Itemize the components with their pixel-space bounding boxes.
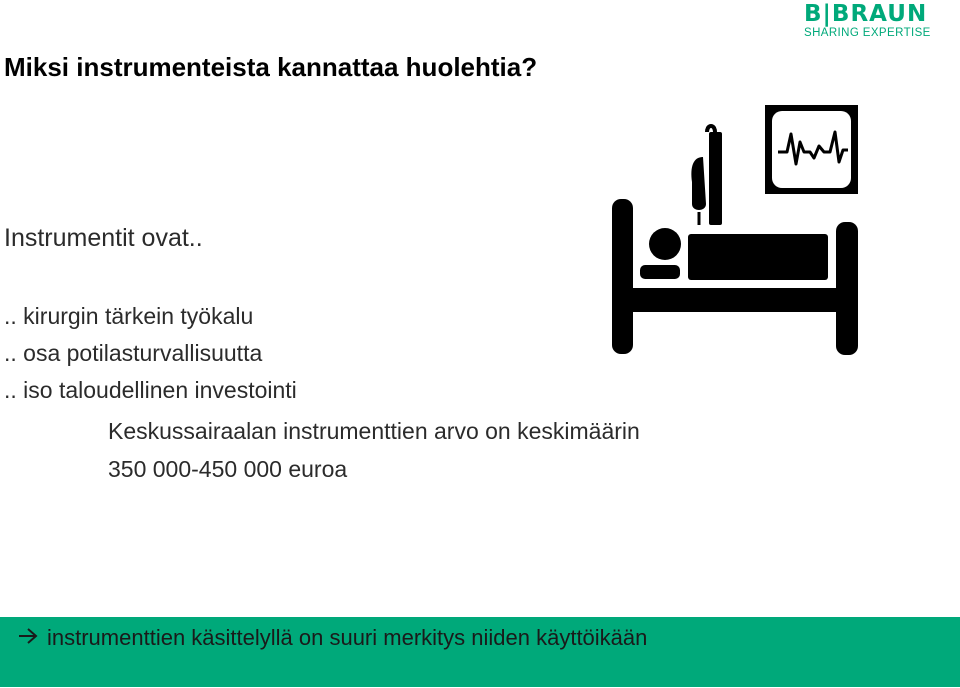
bullet-list	[4, 298, 297, 409]
footer-message	[18, 623, 647, 653]
brand-logo-wordmark: B|BRAUN	[804, 1, 928, 27]
investment-detail	[108, 412, 640, 488]
footer-text: instrumenttien käsittelyllä on suuri merkitys niiden käyttöikään	[47, 625, 648, 650]
footer-banner	[0, 617, 960, 687]
arrow-right-icon	[18, 623, 38, 653]
detail-line-value-text: Keskussairaalan instrumenttien arvo on keskimäärin	[108, 418, 640, 444]
brand-logo	[804, 2, 954, 40]
slide-title: Miksi instrumenteista kannattaa huolehtia?	[4, 52, 538, 82]
intro-text: Instrumentit ovat..	[4, 224, 203, 252]
bullet-item-investment: .. iso taloudellinen investointi	[4, 377, 297, 403]
brand-logo-tagline: SHARING EXPERTISE	[804, 27, 931, 39]
hospital-bed-patient-monitor-icon	[610, 102, 860, 358]
bullet-item-tool: .. kirurgin tärkein työkalu	[4, 303, 254, 329]
bullet-item-safety: .. osa potilasturvallisuutta	[4, 340, 263, 366]
detail-line-amount: 350 000-450 000 euroa	[108, 456, 348, 482]
